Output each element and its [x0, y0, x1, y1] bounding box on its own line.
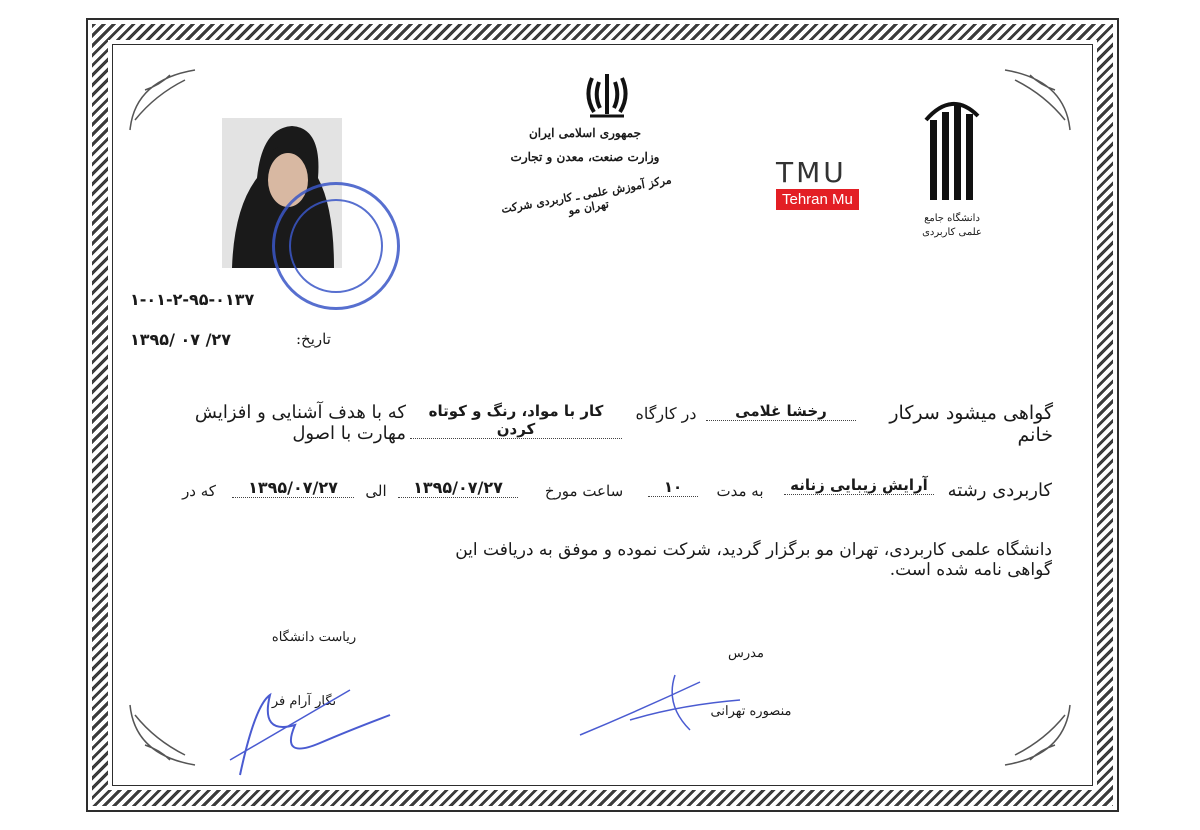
corner-ornament-bottom-right [995, 695, 1075, 775]
ministry-line: وزارت صنعت، معدن و تجارت [510, 150, 660, 164]
end-date: ۱۳۹۵/۰۷/۲۷ [232, 478, 354, 498]
line3-text: دانشگاه علمی کاربردی، تهران مو برگزار گردید، شرکت نموده و موفق به دریافت این گواهی نامه شده است. [455, 540, 1052, 580]
start-date: ۱۳۹۵/۰۷/۲۷ [398, 478, 518, 498]
until-label: الی [365, 482, 387, 500]
left-signature-scribble [200, 665, 400, 785]
tmu-logo [776, 156, 859, 210]
center-line: مرکز آموزش علمی ـ کاربردی شرکت تهران مو [500, 173, 673, 218]
line2-prefix: کاربردی رشته [947, 480, 1052, 501]
right-signature-scribble [570, 660, 750, 750]
duration-label: به مدت [716, 482, 764, 500]
right-signature-name: منصوره تهرانی [710, 704, 792, 719]
recipient-name: رخشا غلامی [706, 402, 856, 421]
right-signature-title: مدرس [728, 646, 764, 661]
date-label: تاریخ: [296, 330, 331, 348]
workshop-label: در کارگاه [635, 404, 697, 423]
workshop-name: کار با مواد، رنگ و کوتاه کردن [410, 402, 622, 439]
field-name: آرایش زیبایی زنانه [784, 476, 934, 495]
duration-value: ۱۰ [648, 478, 698, 497]
corner-ornament-top-left [125, 60, 205, 140]
line2-suffix: که در [182, 482, 216, 500]
certificate-date: ۱۳۹۵/ ۰۷ /۲۷ [130, 330, 231, 349]
corner-ornament-bottom-left [125, 695, 205, 775]
university-logo-text: دانشگاه جامع علمی کاربردی [922, 213, 982, 238]
republic-line: جمهوری اسلامی ایران [528, 126, 642, 140]
official-stamp [272, 182, 400, 310]
university-logo-icon [922, 92, 982, 202]
tmu-logo-text: TMU [776, 156, 847, 189]
left-signature-title: ریاست دانشگاه [271, 630, 357, 645]
left-signature-name: نگار آرام فر [271, 694, 337, 709]
corner-ornament-top-right [995, 60, 1075, 140]
line1-suffix: که با هدف آشنایی و افزایش مهارت با اصول [194, 402, 406, 444]
serial-number: ۱-۰۱-۲-۹۵-۰۱۳۷ [130, 290, 255, 309]
iran-emblem-icon [582, 70, 632, 122]
tmu-logo-bar: Tehran Mu [776, 189, 859, 210]
duration-unit: ساعت مورخ [544, 482, 624, 500]
line1-prefix: گواهی میشود سرکار خانم [889, 402, 1053, 446]
